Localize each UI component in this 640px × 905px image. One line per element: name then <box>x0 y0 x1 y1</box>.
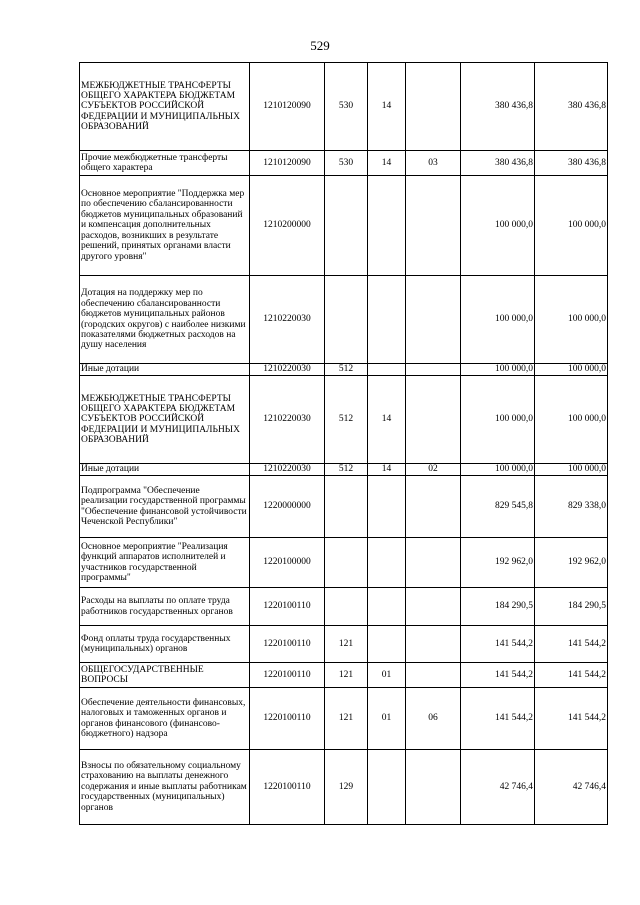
row-amount-2: 100 000,0 <box>535 376 608 464</box>
row-name: Подпрограмма "Обеспечение реализации государственной программы "Обеспечение финансовой устойчивости Чеченской Республики" <box>80 476 250 538</box>
row-expense-type: 121 <box>325 626 368 663</box>
row-expense-type: 129 <box>325 750 368 825</box>
row-target-code: 1220100110 <box>250 688 325 750</box>
row-name: Дотация на поддержку мер по обеспечению сбалансированности бюджетов муниципальных районов (городских округов) с наиболее низкими показателями бюджетных расходов на душу населения <box>80 276 250 364</box>
row-target-code: 1220000000 <box>250 476 325 538</box>
row-amount-1: 100 000,0 <box>461 376 535 464</box>
table-row <box>80 63 608 151</box>
table-row <box>80 688 608 750</box>
row-amount-2: 42 746,4 <box>535 750 608 825</box>
row-amount-2: 100 000,0 <box>535 176 608 276</box>
row-subsection <box>406 538 461 588</box>
row-expense-type: 121 <box>325 663 368 688</box>
row-target-code: 1220100110 <box>250 663 325 688</box>
table-row <box>80 588 608 626</box>
row-amount-2: 829 338,0 <box>535 476 608 538</box>
row-name: Взносы по обязательному социальному страхованию на выплаты денежного содержания и иные выплаты работникам государственных (муниципальных) органов <box>80 750 250 825</box>
row-subsection: 03 <box>406 151 461 176</box>
row-expense-type: 121 <box>325 688 368 750</box>
row-section <box>368 750 406 825</box>
row-target-code: 1210220030 <box>250 464 325 476</box>
row-amount-2: 141 544,2 <box>535 626 608 663</box>
row-section <box>368 176 406 276</box>
row-amount-1: 192 962,0 <box>461 538 535 588</box>
row-section <box>368 626 406 663</box>
row-expense-type: 530 <box>325 151 368 176</box>
row-name: Фонд оплаты труда государственных (муниципальных) органов <box>80 626 250 663</box>
table-row <box>80 276 608 364</box>
table-row <box>80 663 608 688</box>
row-subsection <box>406 376 461 464</box>
row-subsection: 06 <box>406 688 461 750</box>
budget-table <box>79 62 608 825</box>
row-amount-1: 380 436,8 <box>461 63 535 151</box>
row-target-code: 1210220030 <box>250 364 325 376</box>
row-expense-type <box>325 538 368 588</box>
table-row <box>80 538 608 588</box>
row-expense-type <box>325 176 368 276</box>
row-section: 14 <box>368 63 406 151</box>
row-amount-1: 141 544,2 <box>461 688 535 750</box>
table-row <box>80 464 608 476</box>
row-name: Основное мероприятие "Поддержка мер по обеспечению сбалансированности бюджетов муниципальных образований и компенсация дополнительных расходов, возникших в результате решений, принятых органами власти другого уровня" <box>80 176 250 276</box>
row-subsection: 02 <box>406 464 461 476</box>
row-amount-2: 141 544,2 <box>535 688 608 750</box>
row-target-code: 1220100110 <box>250 750 325 825</box>
row-amount-1: 184 290,5 <box>461 588 535 626</box>
table-row <box>80 626 608 663</box>
row-amount-1: 829 545,8 <box>461 476 535 538</box>
row-name: Расходы на выплаты по оплате труда работников государственных органов <box>80 588 250 626</box>
row-expense-type <box>325 276 368 364</box>
row-amount-1: 42 746,4 <box>461 750 535 825</box>
row-target-code: 1220100110 <box>250 588 325 626</box>
row-name: ОБЩЕГОСУДАРСТВЕННЫЕ ВОПРОСЫ <box>80 663 250 688</box>
row-section: 01 <box>368 688 406 750</box>
row-amount-2: 100 000,0 <box>535 364 608 376</box>
row-section <box>368 276 406 364</box>
row-subsection <box>406 476 461 538</box>
table-row <box>80 176 608 276</box>
row-amount-2: 100 000,0 <box>535 464 608 476</box>
table-row <box>80 364 608 376</box>
row-section: 14 <box>368 464 406 476</box>
row-expense-type <box>325 588 368 626</box>
row-target-code: 1210120090 <box>250 63 325 151</box>
row-amount-2: 380 436,8 <box>535 151 608 176</box>
row-expense-type <box>325 476 368 538</box>
row-name: Прочие межбюджетные трансферты общего характера <box>80 151 250 176</box>
row-amount-2: 141 544,2 <box>535 663 608 688</box>
table-row <box>80 476 608 538</box>
row-subsection <box>406 176 461 276</box>
table-row <box>80 376 608 464</box>
row-subsection <box>406 276 461 364</box>
row-target-code: 1210220030 <box>250 376 325 464</box>
row-section <box>368 538 406 588</box>
row-name: МЕЖБЮДЖЕТНЫЕ ТРАНСФЕРТЫ ОБЩЕГО ХАРАКТЕРА БЮДЖЕТАМ СУБЪЕКТОВ РОССИЙСКОЙ ФЕДЕРАЦИИ И МУНИЦИПАЛЬНЫХ ОБРАЗОВАНИЙ <box>80 376 250 464</box>
row-section <box>368 588 406 626</box>
row-amount-2: 380 436,8 <box>535 63 608 151</box>
row-target-code: 1220100110 <box>250 626 325 663</box>
table-row <box>80 750 608 825</box>
row-amount-2: 184 290,5 <box>535 588 608 626</box>
row-amount-1: 141 544,2 <box>461 626 535 663</box>
row-amount-1: 100 000,0 <box>461 276 535 364</box>
row-subsection <box>406 626 461 663</box>
row-subsection <box>406 750 461 825</box>
row-name: Основное мероприятие "Реализация функций аппаратов исполнителей и участников государственной программы" <box>80 538 250 588</box>
row-expense-type: 530 <box>325 63 368 151</box>
row-section <box>368 476 406 538</box>
row-amount-2: 100 000,0 <box>535 276 608 364</box>
row-subsection <box>406 364 461 376</box>
row-expense-type: 512 <box>325 376 368 464</box>
row-name: Иные дотации <box>80 364 250 376</box>
row-subsection <box>406 588 461 626</box>
row-name: Обеспечение деятельности финансовых, налоговых и таможенных органов и органов финансового (финансово-бюджетного) надзора <box>80 688 250 750</box>
row-subsection <box>406 663 461 688</box>
row-expense-type: 512 <box>325 464 368 476</box>
row-target-code: 1220100000 <box>250 538 325 588</box>
row-name: Иные дотации <box>80 464 250 476</box>
page-number: 529 <box>310 38 330 53</box>
row-section: 14 <box>368 376 406 464</box>
row-amount-1: 100 000,0 <box>461 364 535 376</box>
row-name: МЕЖБЮДЖЕТНЫЕ ТРАНСФЕРТЫ ОБЩЕГО ХАРАКТЕРА БЮДЖЕТАМ СУБЪЕКТОВ РОССИЙСКОЙ ФЕДЕРАЦИИ И МУНИЦИПАЛЬНЫХ ОБРАЗОВАНИЙ <box>80 63 250 151</box>
table-row <box>80 151 608 176</box>
row-section <box>368 364 406 376</box>
row-expense-type: 512 <box>325 364 368 376</box>
row-subsection <box>406 63 461 151</box>
row-target-code: 1210200000 <box>250 176 325 276</box>
row-amount-1: 380 436,8 <box>461 151 535 176</box>
row-section: 01 <box>368 663 406 688</box>
row-section: 14 <box>368 151 406 176</box>
row-amount-1: 100 000,0 <box>461 176 535 276</box>
row-amount-1: 100 000,0 <box>461 464 535 476</box>
row-amount-2: 192 962,0 <box>535 538 608 588</box>
row-target-code: 1210220030 <box>250 276 325 364</box>
row-target-code: 1210120090 <box>250 151 325 176</box>
row-amount-1: 141 544,2 <box>461 663 535 688</box>
